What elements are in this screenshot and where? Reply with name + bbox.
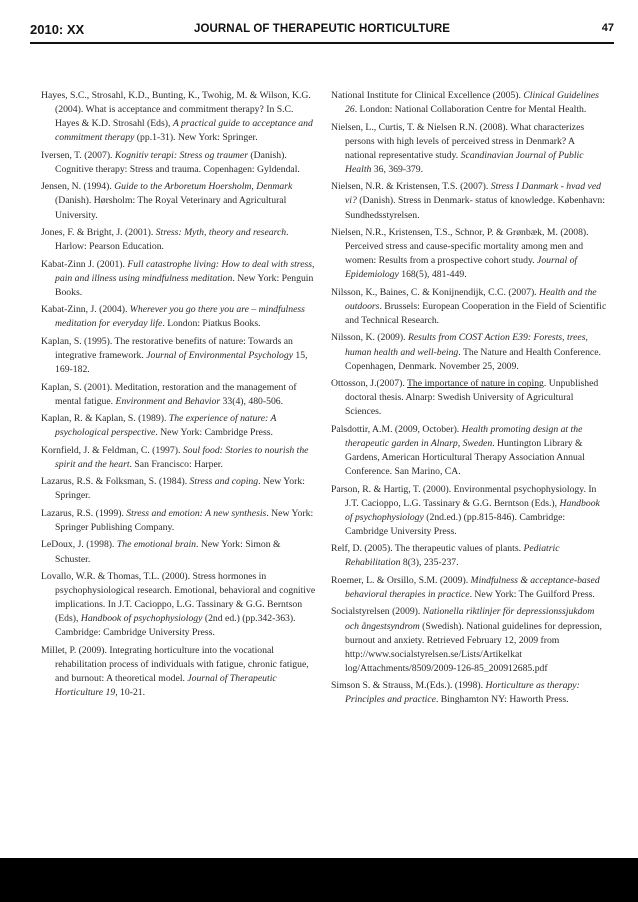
reference-entry <box>41 89 317 145</box>
reference-text: Soul food: Stories to nourish the spirit and the heart <box>55 444 309 470</box>
reference-text: Handbook of psychophysiology <box>345 497 600 523</box>
reference-text: . Brussels: European Cooperation in the Field of Scientific and Technical Research. <box>345 300 607 326</box>
reference-entry <box>331 605 607 675</box>
reference-text: Kabat-Zinn, J. (2004). <box>41 304 130 316</box>
header-rule <box>30 42 614 44</box>
reference-entry <box>41 303 317 331</box>
reference-text: Millet, P. (2009). Integrating horticulture into the vocational rehabilitation process of individuals with fatigue, chronic fatigue, and burnout: A theoretical model. <box>41 644 309 685</box>
reference-text: Stress and coping <box>189 476 259 488</box>
reference-text: The emotional brain <box>116 539 196 551</box>
journal-title: JOURNAL OF THERAPEUTIC HORTICULTURE <box>193 23 451 35</box>
reference-text: Stress I Danmark - hvad ved vi? <box>345 181 601 207</box>
reference-text: 8(3), 235-237. <box>400 557 459 569</box>
reference-text: Ottosson, J.(2007). <box>331 378 407 390</box>
reference-text: The importance of nature in coping <box>406 378 544 390</box>
reference-text: Guide to the Arboretum Hoersholm, Denmark <box>114 181 293 193</box>
reference-text: . New York: The Guilford Press. <box>469 589 595 600</box>
reference-text: Kaplan, S. (2001). Meditation, restoration and the management of mental fatigue. <box>41 381 297 407</box>
reference-text: Full catastrophe living: How to deal with stress, pain and illness using mindfulness meditation <box>55 258 315 284</box>
reference-text: Kaplan, S. (1995). The restorative benefits of nature: Towards an integrative framework. <box>41 335 293 361</box>
reference-entry <box>331 89 607 117</box>
reference-text: National Institute for Clinical Excellence (2005). <box>331 90 524 101</box>
reference-text: . The Nature and Health Conference. Copenhagen, Denmark. November 25, 2009. <box>345 346 601 372</box>
reference-entry <box>41 335 317 377</box>
reference-text: Kabat-Zinn J. (2001). <box>41 258 128 270</box>
reference-text: Journal of Therapeutic Horticulture 19 <box>55 673 277 699</box>
reference-entry <box>41 570 317 640</box>
reference-text: (Danish). Stress in Denmark- status of knowledge. København: Sundhedsstyrelsen. <box>345 195 605 221</box>
reference-text: Kornfield, J. & Feldman, C. (1997). <box>41 444 183 456</box>
reference-text: Health promoting design at the therapeutic garden in Alnarp, Sweden <box>345 423 583 449</box>
reference-text: Iversen, T. (2007). <box>41 149 115 161</box>
reference-text: The experience of nature: A psychological perspective <box>55 413 277 439</box>
reference-text: LeDoux, J. (1998). <box>41 539 117 551</box>
reference-text: . New York: Simon & Schuster. <box>55 539 281 565</box>
reference-text: Nationella riktlinjer för depressionssjukdom och ångestsyndrom <box>345 606 595 632</box>
reference-text: A practical guide to acceptance and commitment therapy <box>55 118 313 144</box>
reference-text: . New York: Penguin Books. <box>55 272 314 298</box>
reference-entry <box>331 286 607 328</box>
reference-text: . San Francisco: Harper. <box>129 458 223 470</box>
reference-text: . New York: Springer. <box>55 476 305 502</box>
reference-entry <box>41 180 317 222</box>
reference-text: 36, 369-379. <box>371 163 424 175</box>
reference-entry <box>331 483 607 539</box>
reference-text: Results from COST Action E39: Forests, trees, human health and well-being <box>345 332 588 358</box>
reference-text: Nilsson, K., Baines, C. & Konijnendijk, C.C. (2007). <box>331 286 540 298</box>
reference-entry <box>331 180 607 222</box>
reference-text: Horticulture as therapy: Principles and practice <box>345 680 580 706</box>
reference-text: Environment and Behavior <box>115 395 221 407</box>
reference-entry <box>331 226 607 282</box>
reference-entry <box>331 121 607 177</box>
reference-text: (2nd.ed.) (pp.815-846). Cambridge: Cambridge University Press. <box>345 511 566 537</box>
reference-text: . Harlow: Pearson Education. <box>55 227 289 253</box>
reference-text: Health and the outdoors <box>345 286 597 312</box>
reference-text: . Huntington Library & Gardens, American Horticultural Therapy Association Annual Conference. San Marino, CA. <box>345 437 585 478</box>
reference-text: Pediatric Rehabilitation <box>345 543 560 569</box>
reference-entry <box>41 412 317 440</box>
reference-text: . New York: Springer Publishing Company. <box>55 507 314 533</box>
references-left-column <box>41 89 317 704</box>
reference-entry <box>331 377 607 419</box>
reference-text: Roemer, L. & Orsillo, S.M. (2009). <box>331 574 471 586</box>
scan-bottom-band <box>0 858 638 902</box>
reference-entry <box>331 423 607 479</box>
reference-text: . New York: Cambridge Press. <box>155 427 273 439</box>
reference-text: Nielsen, N.R., Kristensen, T.S., Schnor, P. & Grønbæk, M. (2008). Perceived stress and cause-specific mortality among men and women: Results from a prospective cohort study. <box>331 227 589 267</box>
reference-text: (Danish). Cognitive therapy: Stress and trauma. Copenhagen: Gyldendal. <box>55 149 300 175</box>
reference-entry <box>41 475 317 503</box>
reference-text: Journal of Environmental Psychology <box>146 349 293 361</box>
reference-text: Hayes, S.C., Strosahl, K.D., Bunting, K., Twohig, M. & Wilson, K.G. (2004). What is acceptance and commitment therapy? In S.C. Hayes & K.D. Strosahl (Eds), <box>41 90 311 130</box>
reference-text: Wherever you go there you are – mindfulness meditation for everyday life <box>55 304 305 330</box>
reference-text: Journal of Epidemiology <box>345 255 578 281</box>
reference-text: Lazarus, R.S. (1999). <box>41 507 127 519</box>
reference-entry <box>331 331 607 373</box>
reference-text: Socialstyrelsen (2009). <box>331 606 423 618</box>
reference-entry <box>41 149 317 177</box>
reference-text: . London: National Collaboration Centre for Mental Health. <box>354 104 587 116</box>
reference-text: Nielsen, L., Curtis, T. & Nielsen R.N. (2008). What characterizes persons with high levels of perceived stress in Denmark? A national representative study. <box>331 121 585 161</box>
reference-text: Stress and emotion: A new synthesis <box>126 507 267 519</box>
reference-text: . London: Piatkus Books. <box>162 318 261 330</box>
reference-text: Parson, R. & Hartig, T. (2000). Environmental psychophysiology. In J.T. Cacioppo, L.G. Tassinary & G.G. Berntson (Eds.), <box>331 483 597 509</box>
reference-text: Lazarus, R.S. & Folksman, S. (1984). <box>41 476 190 488</box>
reference-text: Scandinavian Journal of Public Health <box>345 149 584 175</box>
reference-text: Stress: Myth, theory and research <box>155 227 287 239</box>
reference-entry <box>41 538 317 566</box>
reference-text: Nielsen, N.R. & Kristensen, T.S. (2007). <box>331 181 491 193</box>
reference-entry <box>41 507 317 535</box>
reference-entry <box>331 574 607 602</box>
page-number: 47 <box>601 22 614 34</box>
references-right-column <box>331 89 607 711</box>
reference-text: Palsdottir, A.M. (2009, October). <box>331 423 462 435</box>
reference-text: Jensen, N. (1994). <box>41 181 115 193</box>
reference-text: . Unpublished doctoral thesis. Alnarp: Swedish University of Agricultural Sciences. <box>345 378 599 418</box>
reference-entry <box>41 258 317 300</box>
reference-entry <box>331 679 607 707</box>
reference-entry <box>41 644 317 700</box>
reference-entry <box>41 226 317 254</box>
reference-text: , 10-21. <box>115 687 146 699</box>
reference-text: (Danish). Hørsholm: The Royal Veterinary and Agricultural University. <box>55 195 287 221</box>
reference-text: Lovallo, W.R. & Thomas, T.L. (2000). Stress hormones in psychophysiological research. Emotional, behavioral and cognitive implications. In J.T. Cacioppo, L.G. Tassinary & G.G. Berntson (Eds), <box>41 570 316 625</box>
reference-text: (2nd ed.) (pp.342-363). Cambridge: Cambridge University Press. <box>55 613 296 639</box>
reference-entry <box>41 381 317 409</box>
reference-text: (pp.1-31). New York: Springer. <box>134 132 258 144</box>
reference-text: Handbook of psychophysiology <box>80 613 203 625</box>
reference-text: Kognitiv terapi: Stress og traumer <box>114 149 248 161</box>
reference-text: 168(5), 481-449. <box>398 269 467 281</box>
reference-text: Jones, F. & Bright, J. (2001). <box>41 227 156 239</box>
reference-entry <box>41 444 317 472</box>
volume-label: 2010: XX <box>30 22 85 37</box>
reference-text: 33(4), 480-506. <box>220 395 284 407</box>
reference-text: . Binghamton NY: Haworth Press. <box>435 694 569 706</box>
reference-text: (Swedish). National guidelines for depression, burnout and anxiety. Retrieved February 12, 2009 from http://www.socialstyrelsen.se/Lists/Artikelkat log/Attachments/8509/2009-126-85_200912685.pdf <box>345 620 602 674</box>
reference-text: Nilsson, K. (2009). <box>331 332 408 344</box>
reference-text: Clinical Guidelines 26 <box>345 90 599 116</box>
reference-text: 15, 169-182. <box>55 349 308 376</box>
reference-text: Simson S. & Strauss, M.(Eds.). (1998). <box>331 680 486 692</box>
reference-text: Mindfulness & acceptance-based behavioral therapies in practice <box>345 574 600 600</box>
reference-text: Relf, D. (2005). The therapeutic values of plants. <box>331 543 524 555</box>
reference-text: Kaplan, R. & Kaplan, S. (1989). <box>41 413 169 425</box>
reference-entry <box>331 542 607 570</box>
